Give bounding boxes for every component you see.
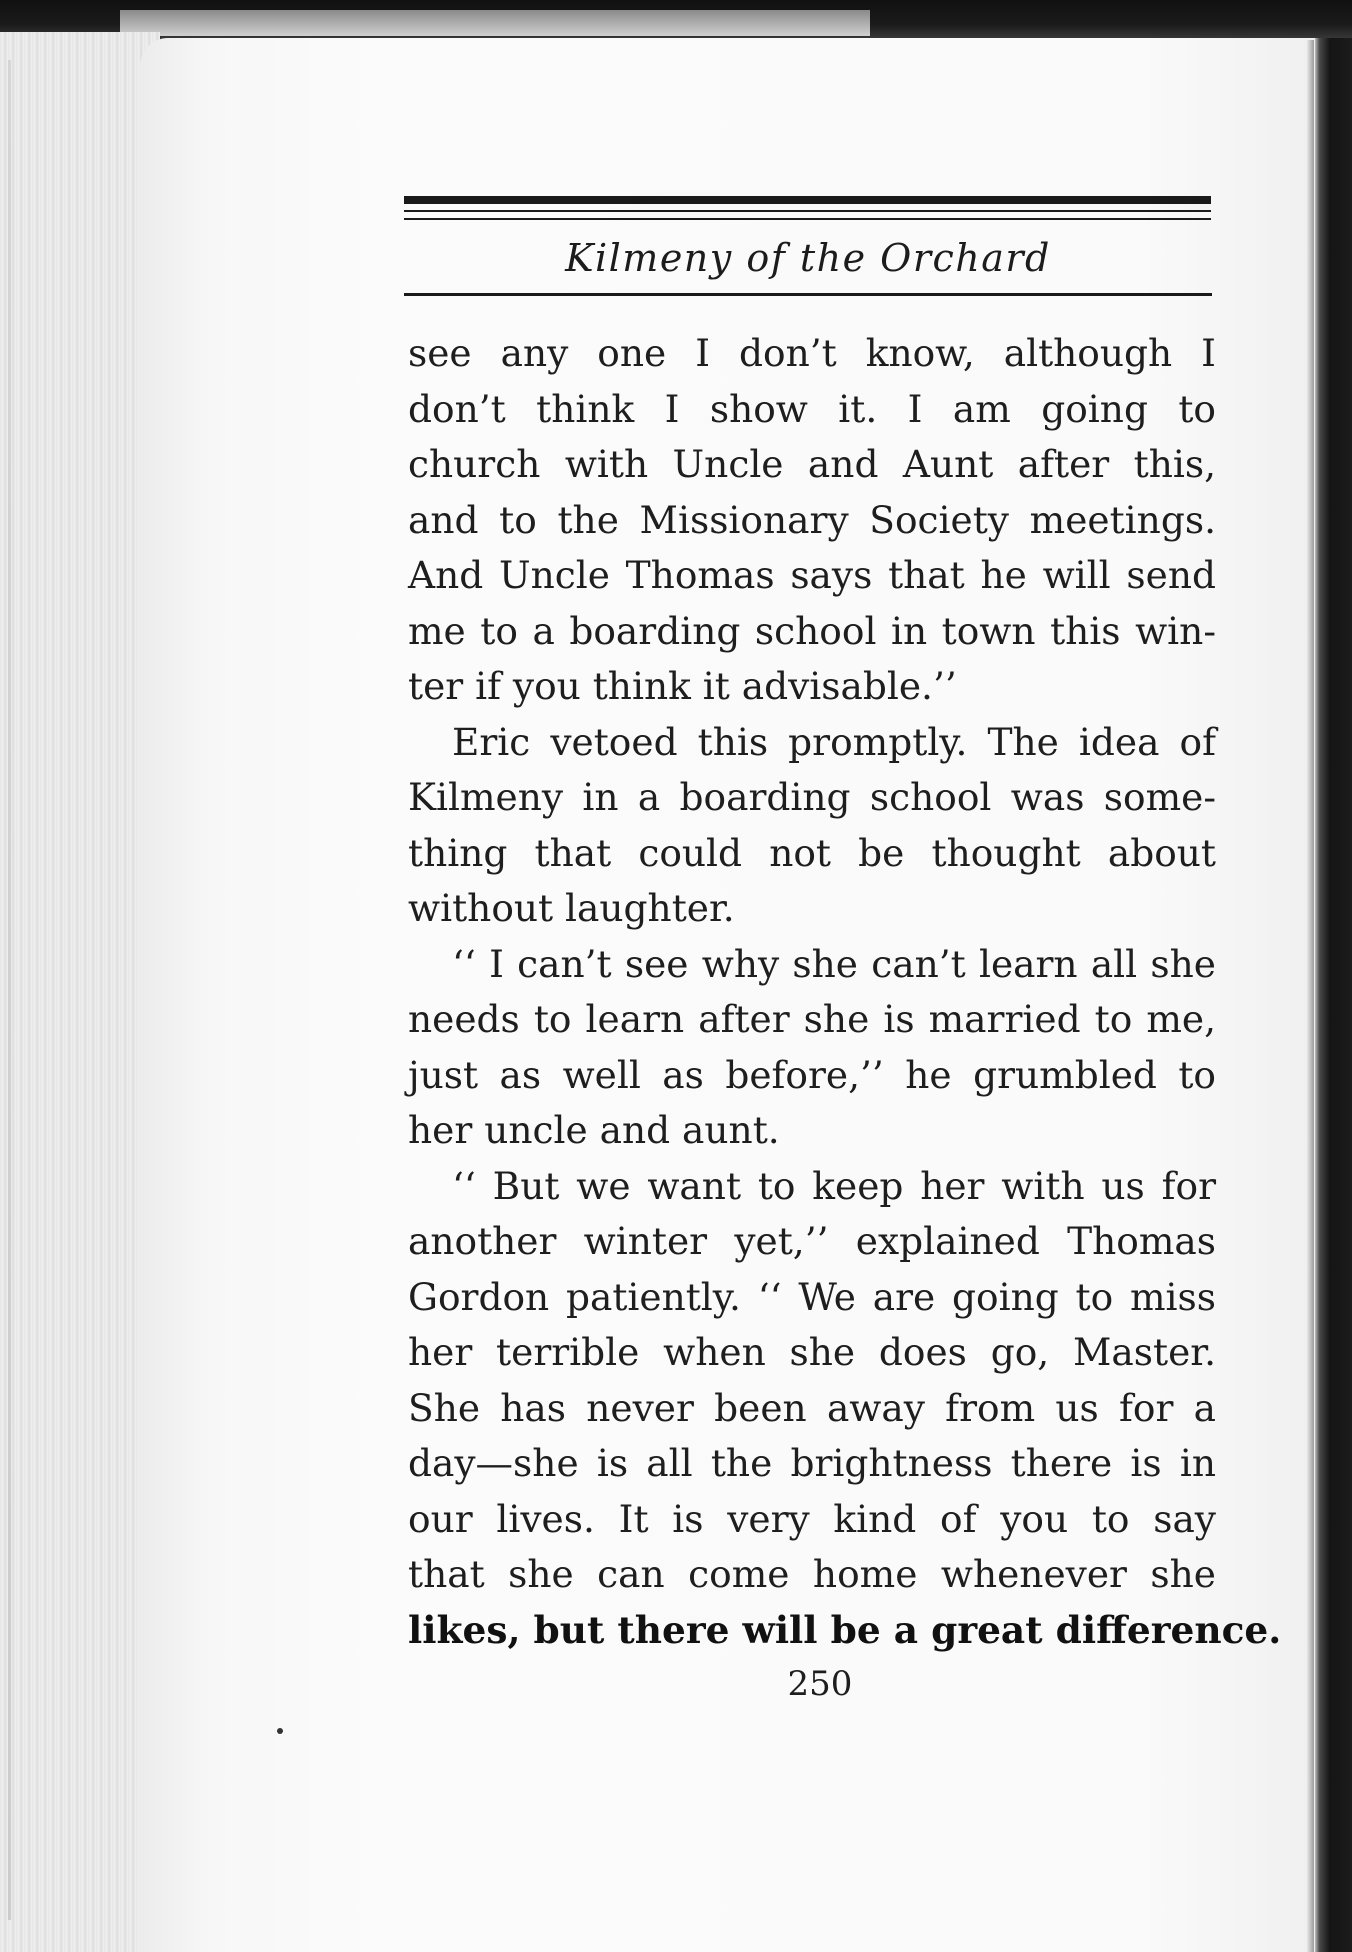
text-line: our lives. It is very kind of you to say <box>408 1496 1216 1541</box>
text-line: her uncle and aunt. <box>408 1108 780 1152</box>
binding-edge <box>1315 38 1352 1952</box>
text-line: ter if you think it advisable.’’ <box>408 664 957 708</box>
page-stack-edge <box>0 32 160 1952</box>
page-number: 250 <box>787 1664 853 1704</box>
scan-top-highlight <box>120 10 870 36</box>
scan-speck <box>277 1728 283 1734</box>
text-line: Gordon patiently. ‘‘ We are going to miss <box>408 1274 1216 1319</box>
title-underline-rule <box>404 293 1212 296</box>
header-rule-thick <box>404 196 1211 204</box>
text-line: She has never been away from us for a <box>408 1385 1216 1430</box>
text-line: don’t think I show it. I am going to <box>408 386 1216 431</box>
text-line: her terrible when she does go, Master. <box>408 1330 1216 1374</box>
text-line: ‘‘ But we want to keep her with us for <box>452 1163 1216 1208</box>
page-right-shadow <box>1306 40 1314 1952</box>
text-line: me to a boarding school in town this win- <box>408 608 1216 653</box>
text-line: And Uncle Thomas says that he will send <box>408 553 1216 597</box>
text-line: Eric vetoed this promptly. The idea of <box>452 719 1216 764</box>
body-text <box>408 326 1282 1658</box>
text-line: likes, but there will be a great difference. <box>408 1607 1282 1652</box>
text-line: and to the Missionary Society meetings. <box>408 497 1216 542</box>
text-line: see any one I don’t know, although I <box>408 331 1216 375</box>
text-line: that she can come home whenever she <box>408 1552 1216 1596</box>
text-line: without laughter. <box>408 886 735 930</box>
running-title: Kilmeny of the Orchard <box>565 236 1051 280</box>
text-line: another winter yet,’’ explained Thomas <box>408 1219 1216 1263</box>
text-line: thing that could not be thought about <box>408 830 1216 875</box>
text-line: just as well as before,’’ he grumbled to <box>408 1052 1216 1097</box>
page-stack-line <box>8 60 11 1920</box>
text-line: ‘‘ I can’t see why she can’t learn all she <box>452 941 1216 986</box>
text-line: day—she is all the brightness there is in <box>408 1441 1216 1485</box>
text-line: needs to learn after she is married to me, <box>408 997 1216 1041</box>
text-line: Kilmeny in a boarding school was some- <box>408 775 1216 819</box>
header-rule-thin <box>404 218 1211 220</box>
text-line: church with Uncle and Aunt after this, <box>408 442 1216 486</box>
header-rule-thin <box>404 210 1211 212</box>
